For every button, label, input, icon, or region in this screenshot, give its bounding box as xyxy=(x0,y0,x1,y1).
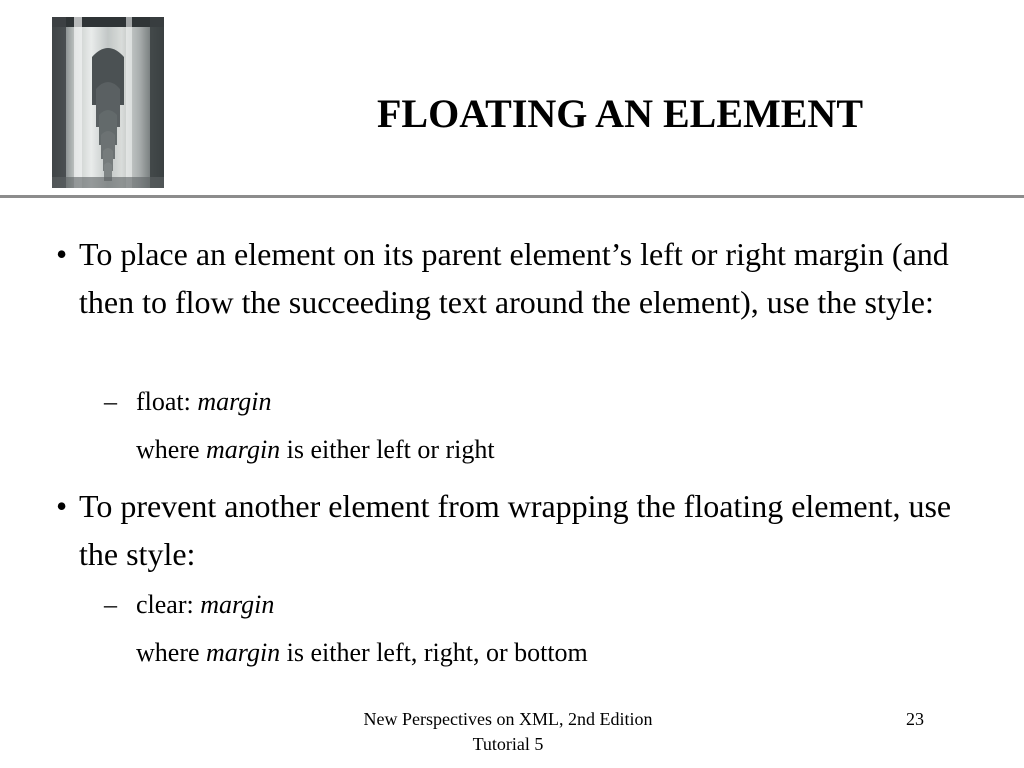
sub-item-clear-where xyxy=(136,636,588,670)
dash-symbol: – xyxy=(104,387,117,416)
bridge-arches-photo xyxy=(52,17,164,188)
where-term: margin xyxy=(206,638,281,667)
bullet-symbol: • xyxy=(56,236,68,272)
style-property: clear: xyxy=(136,590,201,619)
bullet-symbol: • xyxy=(56,488,68,524)
style-value: margin xyxy=(197,387,272,416)
where-suffix: is either left, right, or bottom xyxy=(280,638,588,667)
style-value: margin xyxy=(200,590,275,619)
bullet-item-clear xyxy=(56,482,986,578)
footer-book-title: New Perspectives on XML, 2nd Edition xyxy=(363,709,653,729)
sub-item-clear-style xyxy=(104,588,274,622)
where-prefix: where xyxy=(136,638,207,667)
where-prefix: where xyxy=(136,435,207,464)
style-property: float: xyxy=(136,387,198,416)
bullet-item-float xyxy=(56,230,986,326)
slide-title: FLOATING AN ELEMENT xyxy=(377,91,863,136)
bullet-text: To place an element on its parent element’s left or right margin (and then to flow the succeeding text around the element), use the style: xyxy=(79,236,949,320)
dash-symbol: – xyxy=(104,590,117,619)
sub-item-float-where xyxy=(136,433,495,467)
page-number: 23 xyxy=(906,709,924,729)
where-suffix: is either left or right xyxy=(280,435,495,464)
slide-footer xyxy=(300,707,716,757)
where-term: margin xyxy=(206,435,281,464)
bullet-text: To prevent another element from wrapping the floating element, use the style: xyxy=(79,488,952,572)
title-divider xyxy=(0,195,1024,198)
sub-item-float-style xyxy=(104,385,272,419)
footer-tutorial: Tutorial 5 xyxy=(472,734,544,754)
bridge-arches-icon xyxy=(52,17,164,188)
